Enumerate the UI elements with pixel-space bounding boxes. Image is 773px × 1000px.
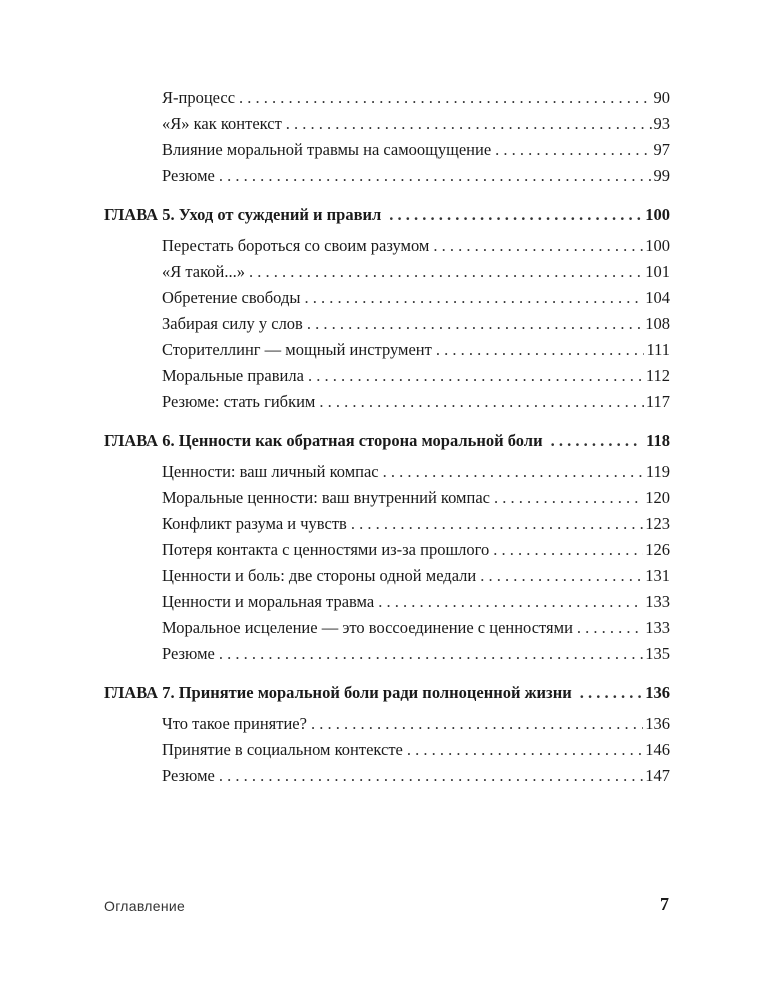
table-of-contents	[104, 88, 670, 792]
toc-section-entry	[162, 392, 670, 418]
toc-entry-title: ГЛАВА 6. Ценности как обратная сторона моральной боли	[104, 431, 543, 450]
toc-entry-page: 99	[653, 166, 670, 185]
dot-leader	[378, 592, 643, 612]
toc-entry-title: Потеря контакта с ценностями из-за прошлого	[162, 540, 490, 559]
dot-leader	[249, 262, 643, 282]
toc-section-entry	[162, 766, 670, 792]
dot-leader	[351, 514, 643, 534]
dot-leader	[495, 140, 651, 160]
toc-section-entry	[162, 314, 670, 340]
toc-entry-page: 120	[645, 488, 670, 507]
toc-entry-page: 147	[645, 766, 670, 785]
toc-entry-page: 97	[653, 140, 670, 159]
toc-entry-page: 133	[645, 592, 670, 611]
toc-chapter-entry	[104, 431, 670, 457]
toc-entry-title: Принятие в социальном контексте	[162, 740, 403, 759]
toc-section-entry	[162, 262, 670, 288]
dot-leader	[407, 740, 643, 760]
toc-section-entry	[162, 366, 670, 392]
dot-leader	[219, 644, 643, 664]
toc-entry-title: Забирая силу у слов	[162, 314, 303, 333]
dot-leader	[577, 618, 643, 638]
toc-section-entry	[162, 514, 670, 540]
toc-entry-title: Перестать бороться со своим разумом	[162, 236, 430, 255]
toc-entry-page: 119	[645, 462, 670, 481]
toc-entry-page: 101	[645, 262, 670, 281]
toc-entry-title: Моральные ценности: ваш внутренний компас	[162, 488, 490, 507]
toc-section-entry	[162, 288, 670, 314]
toc-entry-page: 100	[645, 236, 670, 255]
toc-entry-title: Что такое принятие?	[162, 714, 307, 733]
toc-entry-title: Сторителлинг — мощный инструмент	[162, 340, 432, 359]
running-footer-title: Оглавление	[104, 898, 186, 914]
dot-leader	[239, 88, 651, 108]
toc-section-entry	[162, 140, 670, 166]
toc-entry-title: Ценности и боль: две стороны одной медали	[162, 566, 477, 585]
toc-entry-title: «Я» как контекст	[162, 114, 282, 133]
dot-leader	[219, 766, 643, 786]
toc-entry-title: Ценности: ваш личный компас	[162, 462, 379, 481]
dot-leader	[436, 340, 645, 360]
toc-entry-title: Моральное исцеление — это воссоединение с ценностями	[162, 618, 573, 637]
dot-leader	[494, 488, 643, 508]
toc-entry-title: «Я такой...»	[162, 262, 245, 281]
toc-chapter-entry	[104, 683, 670, 709]
toc-entry-page: 118	[646, 431, 670, 450]
toc-section-entry	[162, 236, 670, 262]
toc-entry-page: 117	[645, 392, 670, 411]
toc-entry-page: 133	[645, 618, 670, 637]
dot-leader	[383, 462, 644, 482]
dot-leader	[307, 314, 643, 334]
dot-leader	[304, 288, 643, 308]
toc-entry-page: 90	[653, 88, 670, 107]
toc-entry-page: 123	[645, 514, 670, 533]
toc-entry-title: Обретение свободы	[162, 288, 301, 307]
dot-leader	[389, 205, 641, 225]
toc-section-entry	[162, 714, 670, 740]
toc-section-entry	[162, 166, 670, 192]
toc-entry-page: 136	[645, 714, 670, 733]
toc-entry-title: Резюме	[162, 766, 215, 785]
dot-leader	[319, 392, 644, 412]
toc-section-entry	[162, 114, 670, 140]
toc-section-entry	[162, 618, 670, 644]
toc-entry-title: Конфликт разума и чувств	[162, 514, 347, 533]
toc-entry-page: 135	[645, 644, 670, 663]
toc-entry-page: 104	[645, 288, 670, 307]
dot-leader	[311, 714, 643, 734]
toc-entry-page: 112	[645, 366, 670, 385]
toc-section-entry	[162, 592, 670, 618]
toc-entry-page: 136	[645, 683, 670, 702]
toc-entry-page: 126	[645, 540, 670, 559]
toc-entry-page: 100	[645, 205, 670, 224]
dot-leader	[480, 566, 643, 586]
toc-section-entry	[162, 488, 670, 514]
toc-section-entry	[162, 340, 670, 366]
toc-section-entry	[162, 88, 670, 114]
toc-entry-title: Моральные правила	[162, 366, 304, 385]
toc-entry-title: Я-процесс	[162, 88, 236, 107]
toc-entry-page: 108	[645, 314, 670, 333]
toc-chapter-entry	[104, 205, 670, 231]
dot-leader	[219, 166, 652, 186]
dot-leader	[580, 683, 642, 703]
dot-leader	[308, 366, 644, 386]
toc-entry-title: ГЛАВА 5. Уход от суждений и правил	[104, 205, 382, 224]
toc-entry-page: 131	[645, 566, 670, 585]
toc-entry-title: Влияние моральной травмы на самоощущение	[162, 140, 492, 159]
toc-entry-title: ГЛАВА 7. Принятие моральной боли ради полноценной жизни	[104, 683, 572, 702]
toc-entry-title: Резюме	[162, 166, 215, 185]
toc-section-entry	[162, 462, 670, 488]
toc-entry-title: Ценности и моральная травма	[162, 592, 375, 611]
toc-entry-title: Резюме	[162, 644, 215, 663]
toc-section-entry	[162, 566, 670, 592]
dot-leader	[493, 540, 643, 560]
toc-entry-page: 111	[646, 340, 670, 359]
toc-section-entry	[162, 644, 670, 670]
dot-leader	[433, 236, 643, 256]
toc-entry-page: 146	[645, 740, 670, 759]
toc-entry-page: 93	[653, 114, 670, 133]
toc-section-entry	[162, 540, 670, 566]
dot-leader	[286, 114, 652, 134]
toc-section-entry	[162, 740, 670, 766]
page-number: 7	[660, 894, 669, 914]
toc-entry-title: Резюме: стать гибким	[162, 392, 316, 411]
dot-leader	[551, 431, 643, 451]
